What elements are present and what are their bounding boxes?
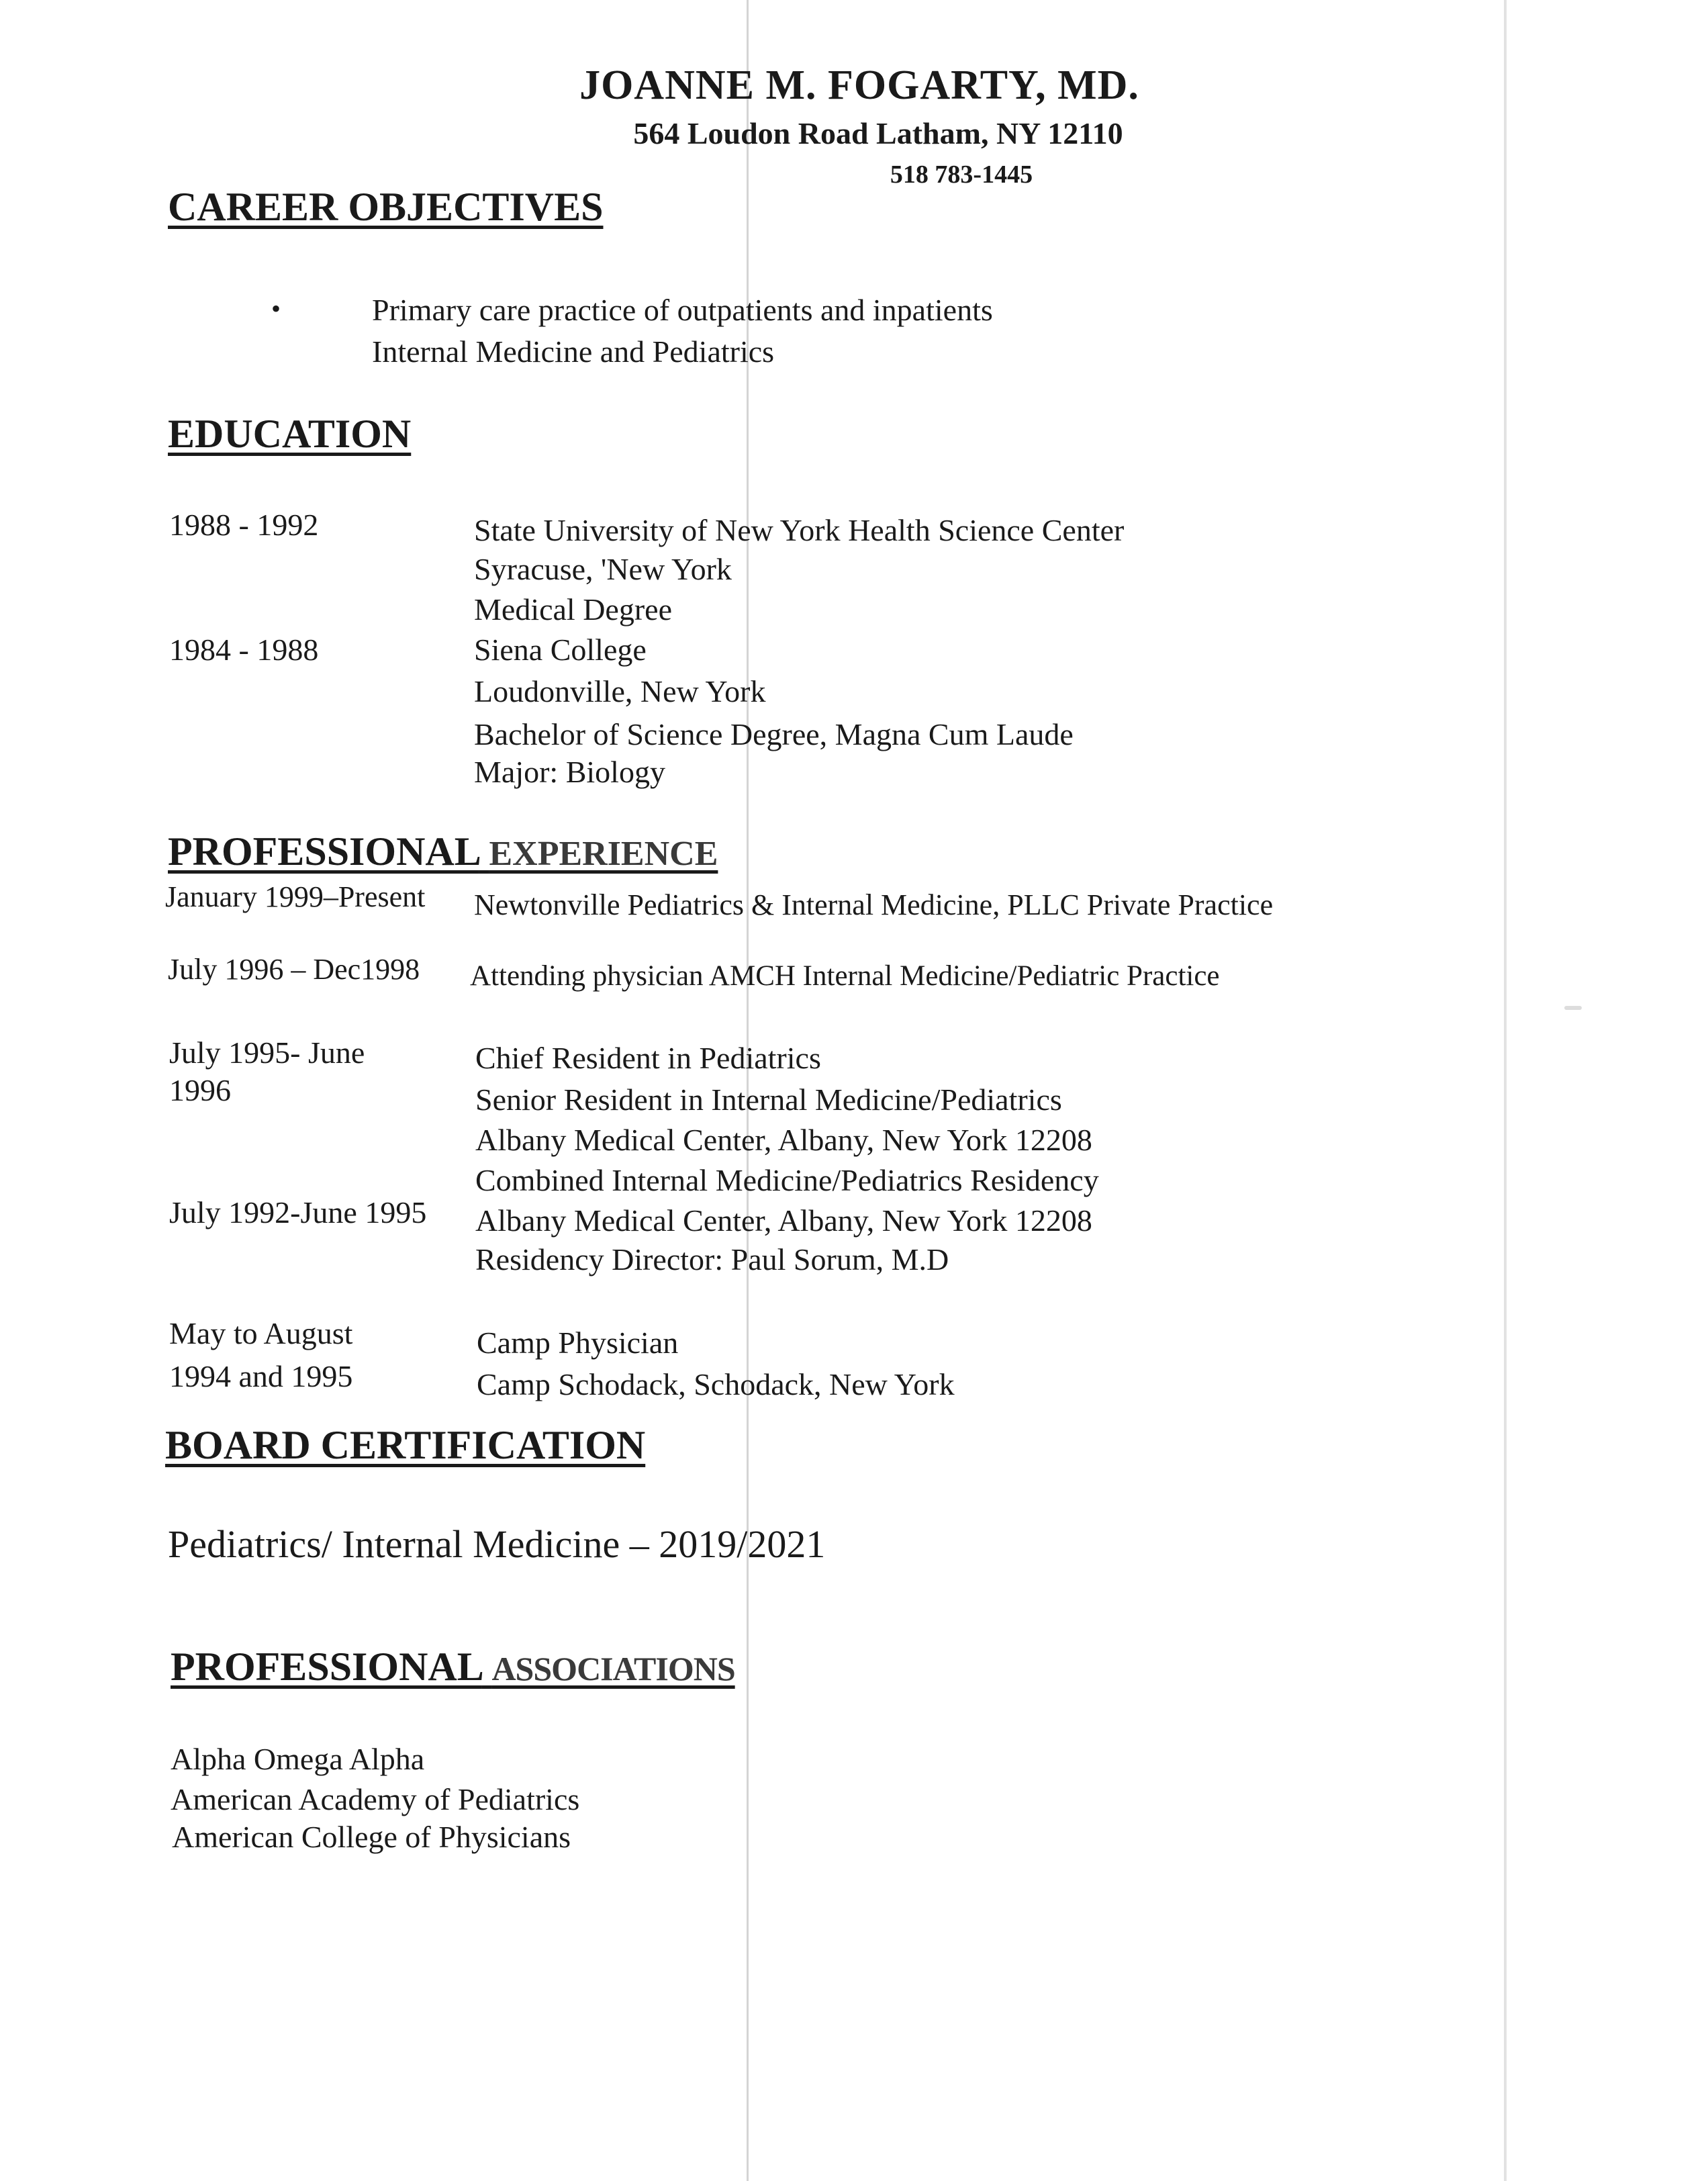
education-line: Major: Biology [474,755,665,789]
experience-line: Combined Internal Medicine/Pediatrics Residency [475,1163,1099,1197]
experience-dates: 1996 [169,1073,231,1107]
experience-dates: 1994 and 1995 [169,1359,353,1393]
experience-dates: July 1995- June [169,1035,365,1070]
experience-heading [168,829,718,875]
education-heading: EDUCATION [168,412,412,456]
objective-bullet: • [271,293,281,324]
education-line: Medical Degree [474,592,673,627]
association-item: American Academy of Pediatrics [171,1782,580,1816]
associations-heading-part1: PROFESSIONAL [171,1644,482,1689]
career-objectives-heading: CAREER OBJECTIVES [168,185,604,229]
experience-line: Albany Medical Center, Albany, New York 12208 [475,1123,1092,1157]
experience-heading-part2: EXPERIENCE [489,835,718,873]
associations-heading [171,1644,735,1690]
education-dates: 1984 - 1988 [169,633,319,667]
board-certification-text: Pediatrics/ Internal Medicine – 2019/2021 [168,1522,826,1566]
candidate-phone: 518 783-1445 [890,160,1033,189]
objective-line: Internal Medicine and Pediatrics [372,334,775,369]
experience-dates: May to August [169,1316,353,1350]
scan-speck [1564,1006,1582,1010]
experience-line: Senior Resident in Internal Medicine/Pediatrics [475,1082,1062,1117]
experience-dates: January 1999–Present [165,880,426,913]
experience-line: Chief Resident in Pediatrics [475,1041,821,1075]
education-line: State University of New York Health Science Center [474,513,1125,547]
board-certification-heading: BOARD CERTIFICATION [165,1423,646,1467]
experience-dates: July 1992-June 1995 [169,1195,427,1229]
experience-line: Albany Medical Center, Albany, New York 12208 [475,1203,1092,1238]
experience-line: Residency Director: Paul Sorum, M.D [475,1242,949,1277]
association-item: American College of Physicians [172,1820,571,1854]
education-line: Bachelor of Science Degree, Magna Cum Laude [474,717,1074,751]
education-line: Loudonville, New York [474,674,766,708]
education-line: Siena College [474,633,647,667]
associations-heading-part2: ASSOCIATIONS [491,1650,735,1687]
objective-line: Primary care practice of outpatients and inpatients [372,293,993,327]
experience-dates: July 1996 – Dec1998 [168,953,420,986]
education-dates: 1988 - 1992 [169,508,319,542]
experience-line: Attending physician AMCH Internal Medicine/Pediatric Practice [470,960,1220,992]
experience-heading-part1: PROFESSIONAL [168,829,479,874]
scan-edge-line [1504,0,1507,2181]
education-line: Syracuse, 'New York [474,552,732,586]
association-item: Alpha Omega Alpha [171,1742,425,1776]
experience-line: Camp Physician [477,1326,679,1360]
candidate-name: JOANNE M. FOGARTY, MD. [579,62,1139,108]
candidate-address: 564 Loudon Road Latham, NY 12110 [633,116,1123,150]
experience-line: Newtonville Pediatrics & Internal Medicine, PLLC Private Practice [474,888,1274,921]
experience-line: Camp Schodack, Schodack, New York [477,1367,955,1401]
